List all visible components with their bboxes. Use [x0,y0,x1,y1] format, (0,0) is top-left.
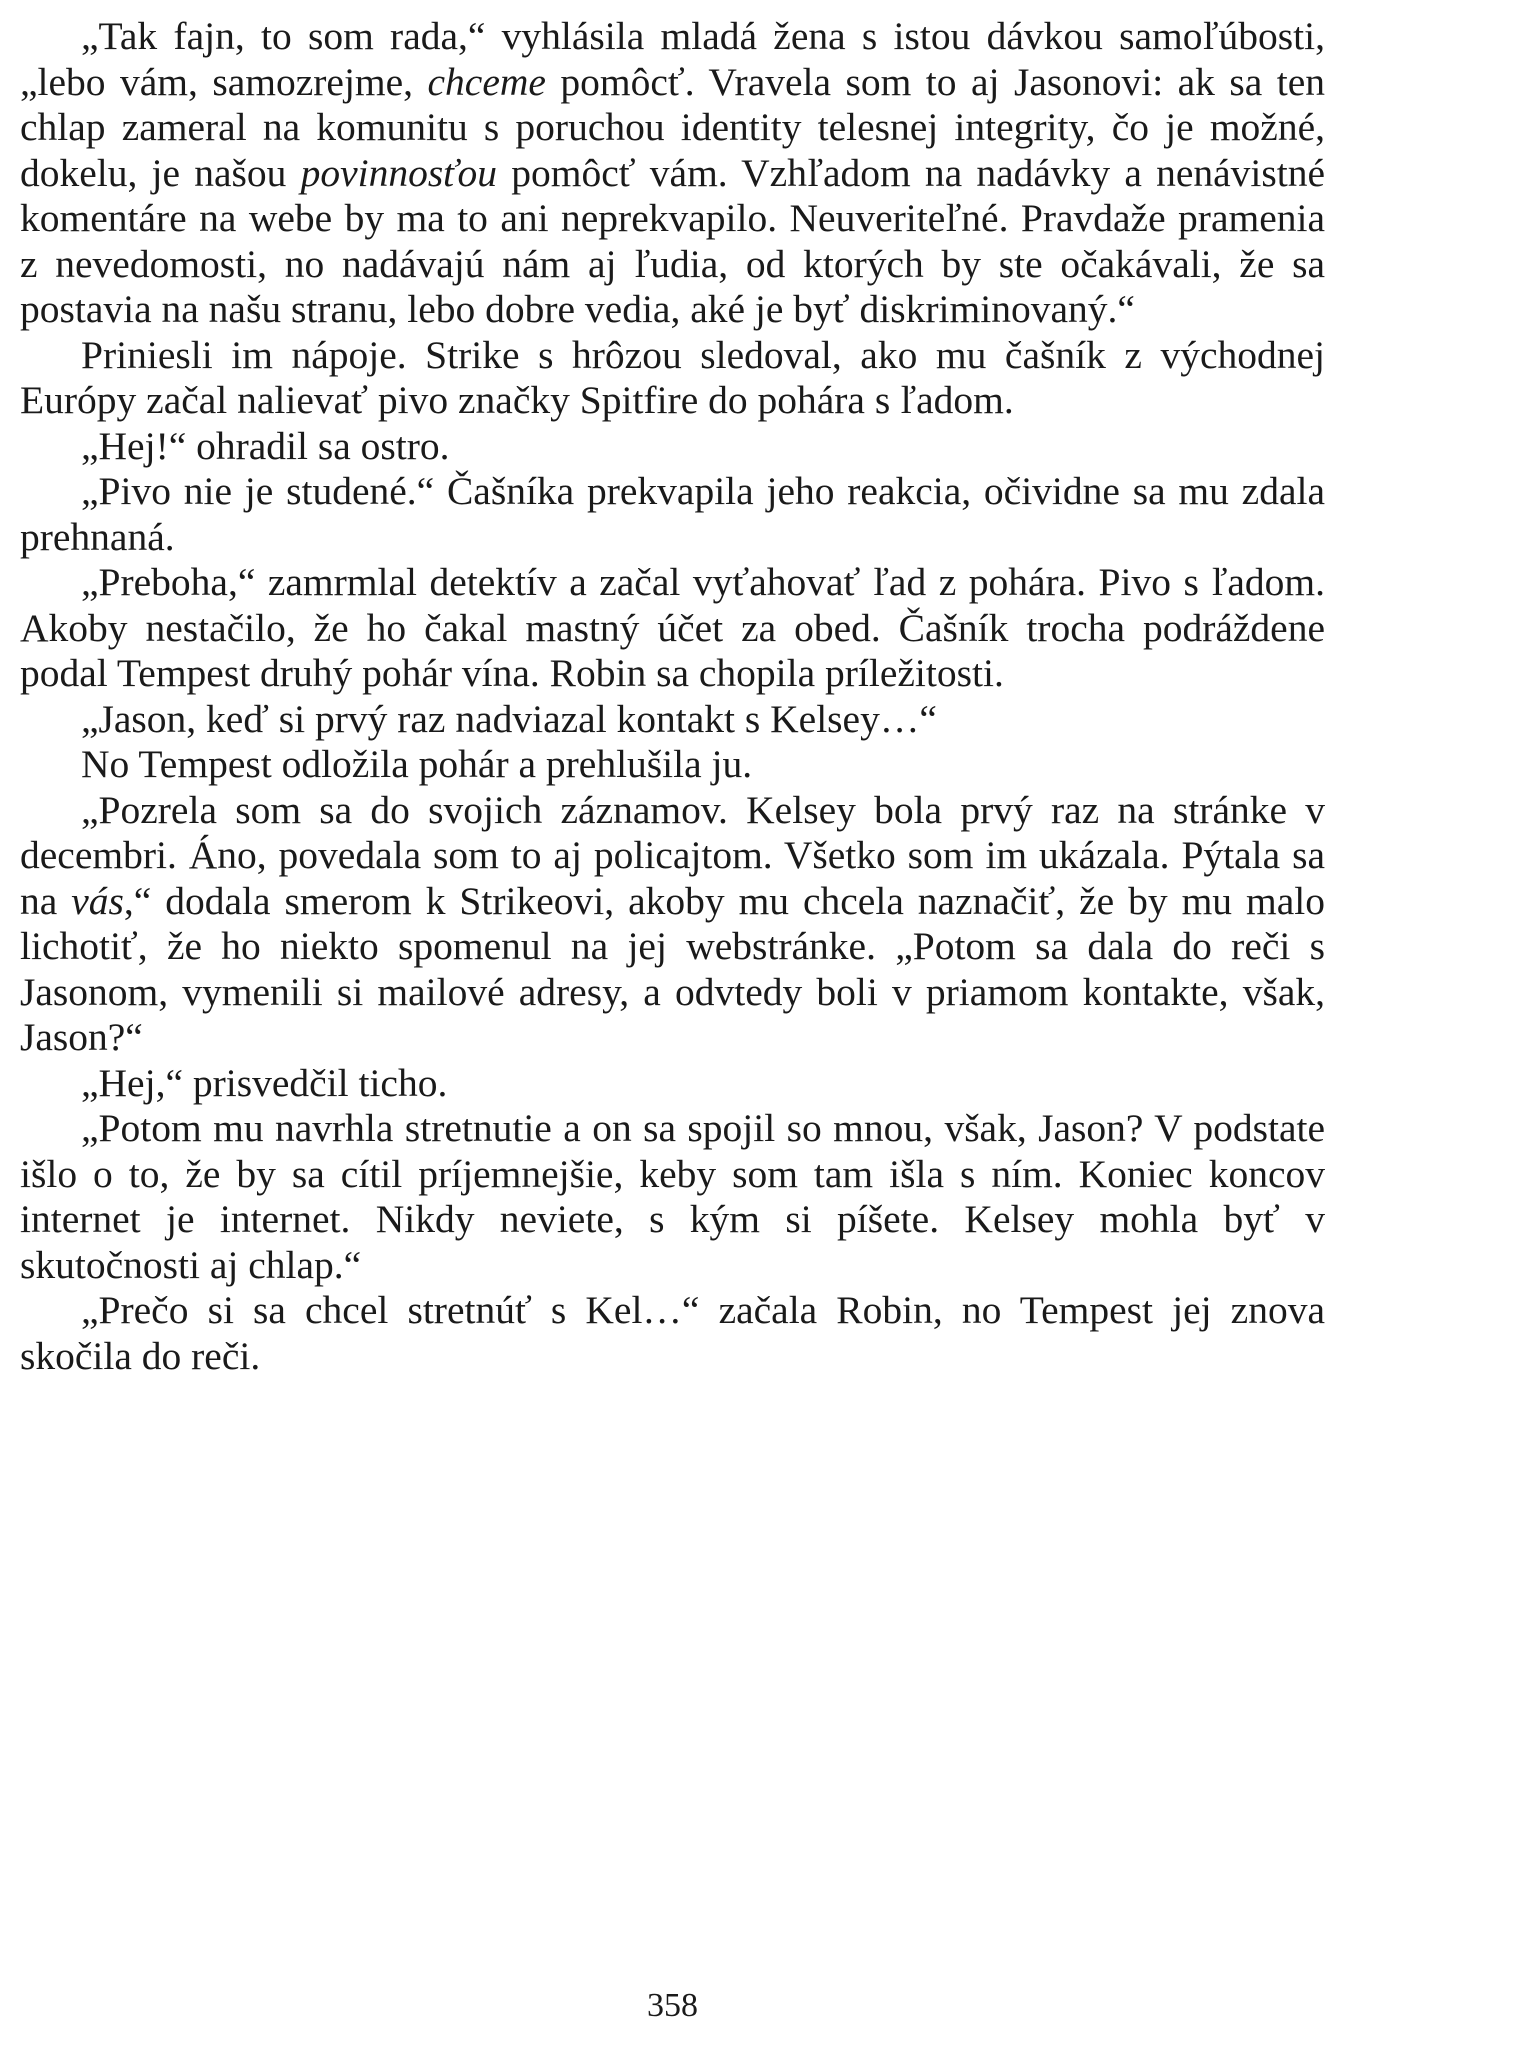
text-run: pomôcť vám. Vzhľadom na nadávky a nenávistné komentáre na webe by ma to ani neprekvapilo. Neuveriteľné. Pravdaže pramenia z nevedomosti, no nadávajú nám aj ľudia, od ktorých by ste očakávali, že sa postavia na našu stranu, lebo dobre vedia, aké je byť diskriminovaný.“ [20,150,1325,331]
text-run: „Potom mu navrhla stretnutie a on sa spojil so mnou, však, Jason? V podstate išlo o to, že by sa cítil príjemnejšie, keby som tam išla s ním. Koniec koncov internet je internet. Nikdy neviete, s kým si píšete. Kelsey mohla byť v skutočnosti aj chlap.“ [20,1106,1325,1287]
emphasis-text: povinnosťou [300,150,498,195]
emphasis-text: chceme [427,59,546,104]
text-run: pomôcť. Vravela som to aj Jasonovi: ak sa ten chlap zameral na komunitu s poruchou identity telesnej integrity, čo je možné, dokelu, je našou [20,59,1325,195]
text-run: Priniesli im nápoje. Strike s hrôzou sledoval, ako mu čašník z východnej Európy začal nalievať pivo značky Spitfire do pohára s ľadom. [20,332,1325,422]
paragraph [20,697,1325,743]
text-run: „Prečo si sa chcel stretnúť s Kel…“ začala Robin, no Tempest jej znova skočila do reči. [20,1288,1325,1378]
emphasis-text: vás [71,878,124,923]
paragraph [20,788,1325,1061]
text-run: „Pivo nie je studené.“ Čašníka prekvapila jeho reakcia, očividne sa mu zdala prehnaná. [20,469,1325,559]
paragraph [20,1061,1325,1107]
paragraph [20,14,1325,333]
paragraph [20,469,1325,560]
text-run: „Preboha,“ zamrmlal detektív a začal vyťahovať ľad z pohára. Pivo s ľadom. Akoby nestačilo, že ho čakal mastný účet za obed. Čašník trocha podráždene podal Tempest druhý pohár vína. Robin sa chopila príležitosti. [20,560,1325,695]
paragraph [20,1106,1325,1288]
text-run: „Jason, keď si prvý raz nadviazal kontakt s Kelsey…“ [81,696,937,741]
paragraph [20,1288,1325,1379]
text-run: ,“ dodala smerom k Strikeovi, akoby mu chcela naznačiť, že by mu malo lichotiť, že ho niekto spomenul na jej webstránke. „Potom sa dala do reči s Jasonom, vymenili si mailové adresy, a odvtedy boli v priamom kontakte, však, Jason?“ [20,878,1325,1059]
text-run: „Tak fajn, to som rada,“ vyhlásila mladá žena s istou dávkou samoľúbosti, „lebo vám, samozrejme, [20,14,1325,104]
text-run: „Pozrela som sa do svojich záznamov. Kelsey bola prvý raz na stránke v decembri. Áno, povedala som to aj policajtom. Všetko som im ukázala. Pýtala sa na [20,787,1325,923]
text-run: „Hej!“ ohradil sa ostro. [81,423,450,468]
text-run: No Tempest odložila pohár a prehlušila ju. [81,742,753,786]
paragraph [20,424,1325,470]
text-run: „Hej,“ prisvedčil ticho. [81,1060,448,1105]
page-number: 358 [647,1987,698,2024]
body-text [20,14,1325,1379]
paragraph [20,742,1325,788]
paragraph [20,560,1325,697]
book-page [20,0,1325,2047]
paragraph [20,333,1325,424]
